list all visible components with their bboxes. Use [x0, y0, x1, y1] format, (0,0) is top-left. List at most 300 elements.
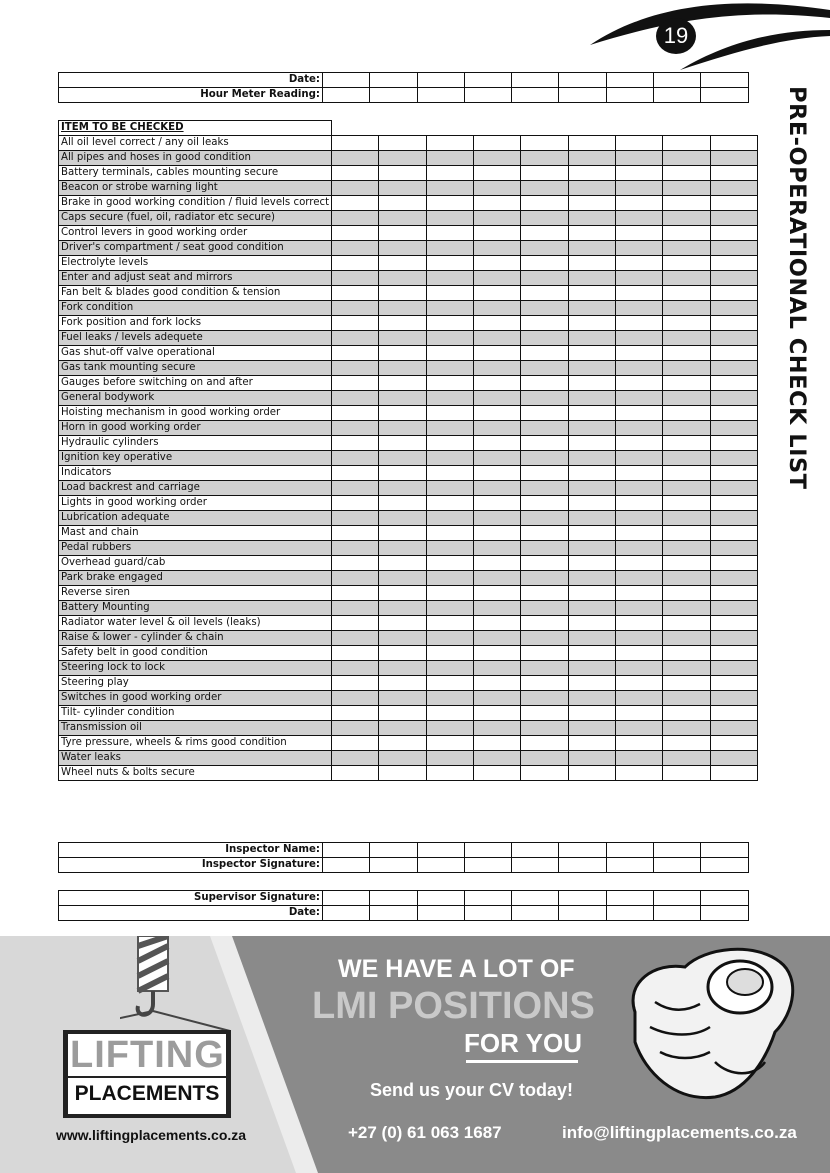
check-cell[interactable]: [332, 541, 379, 556]
check-cell[interactable]: [474, 586, 521, 601]
check-cell[interactable]: [663, 646, 710, 661]
check-cell[interactable]: [521, 451, 568, 466]
check-cell[interactable]: [323, 73, 370, 88]
check-cell[interactable]: [379, 736, 426, 751]
check-cell[interactable]: [710, 436, 757, 451]
check-cell[interactable]: [654, 73, 701, 88]
check-cell[interactable]: [568, 541, 615, 556]
check-cell[interactable]: [710, 466, 757, 481]
check-cell[interactable]: [474, 286, 521, 301]
check-cell[interactable]: [568, 736, 615, 751]
check-cell[interactable]: [615, 241, 662, 256]
check-cell[interactable]: [710, 601, 757, 616]
check-cell[interactable]: [379, 211, 426, 226]
check-cell[interactable]: [521, 181, 568, 196]
check-cell[interactable]: [663, 166, 710, 181]
check-cell[interactable]: [710, 661, 757, 676]
check-cell[interactable]: [568, 166, 615, 181]
check-cell[interactable]: [370, 88, 417, 103]
check-cell[interactable]: [474, 136, 521, 151]
check-cell[interactable]: [426, 541, 473, 556]
check-cell[interactable]: [426, 586, 473, 601]
check-cell[interactable]: [474, 766, 521, 781]
check-cell[interactable]: [701, 73, 748, 88]
check-cell[interactable]: [426, 136, 473, 151]
check-cell[interactable]: [615, 226, 662, 241]
check-cell[interactable]: [417, 88, 464, 103]
check-cell[interactable]: [332, 496, 379, 511]
check-cell[interactable]: [474, 691, 521, 706]
check-cell[interactable]: [474, 271, 521, 286]
check-cell[interactable]: [332, 736, 379, 751]
check-cell[interactable]: [474, 346, 521, 361]
check-cell[interactable]: [568, 706, 615, 721]
check-cell[interactable]: [710, 316, 757, 331]
check-cell[interactable]: [615, 271, 662, 286]
check-cell[interactable]: [332, 391, 379, 406]
check-cell[interactable]: [379, 586, 426, 601]
check-cell[interactable]: [474, 436, 521, 451]
check-cell[interactable]: [559, 88, 606, 103]
check-cell[interactable]: [710, 211, 757, 226]
check-cell[interactable]: [663, 421, 710, 436]
check-cell[interactable]: [568, 436, 615, 451]
check-cell[interactable]: [426, 736, 473, 751]
check-cell[interactable]: [663, 751, 710, 766]
check-cell[interactable]: [710, 721, 757, 736]
check-cell[interactable]: [663, 721, 710, 736]
check-cell[interactable]: [426, 436, 473, 451]
check-cell[interactable]: [615, 706, 662, 721]
check-cell[interactable]: [474, 616, 521, 631]
check-cell[interactable]: [512, 858, 559, 873]
check-cell[interactable]: [512, 843, 559, 858]
check-cell[interactable]: [615, 331, 662, 346]
check-cell[interactable]: [615, 466, 662, 481]
check-cell[interactable]: [370, 858, 417, 873]
check-cell[interactable]: [426, 211, 473, 226]
check-cell[interactable]: [370, 891, 417, 906]
check-cell[interactable]: [615, 406, 662, 421]
check-cell[interactable]: [379, 466, 426, 481]
check-cell[interactable]: [521, 301, 568, 316]
check-cell[interactable]: [379, 676, 426, 691]
check-cell[interactable]: [474, 226, 521, 241]
check-cell[interactable]: [426, 751, 473, 766]
check-cell[interactable]: [379, 766, 426, 781]
check-cell[interactable]: [710, 151, 757, 166]
check-cell[interactable]: [568, 526, 615, 541]
check-cell[interactable]: [615, 301, 662, 316]
check-cell[interactable]: [379, 151, 426, 166]
check-cell[interactable]: [615, 586, 662, 601]
check-cell[interactable]: [323, 88, 370, 103]
check-cell[interactable]: [615, 511, 662, 526]
check-cell[interactable]: [521, 136, 568, 151]
check-cell[interactable]: [426, 391, 473, 406]
check-cell[interactable]: [332, 256, 379, 271]
check-cell[interactable]: [332, 556, 379, 571]
check-cell[interactable]: [568, 676, 615, 691]
check-cell[interactable]: [663, 361, 710, 376]
check-cell[interactable]: [568, 256, 615, 271]
check-cell[interactable]: [474, 736, 521, 751]
check-cell[interactable]: [332, 526, 379, 541]
check-cell[interactable]: [701, 88, 748, 103]
check-cell[interactable]: [654, 843, 701, 858]
check-cell[interactable]: [710, 256, 757, 271]
check-cell[interactable]: [663, 331, 710, 346]
check-cell[interactable]: [615, 631, 662, 646]
check-cell[interactable]: [332, 706, 379, 721]
check-cell[interactable]: [474, 391, 521, 406]
check-cell[interactable]: [521, 751, 568, 766]
check-cell[interactable]: [426, 691, 473, 706]
check-cell[interactable]: [568, 376, 615, 391]
check-cell[interactable]: [332, 646, 379, 661]
check-cell[interactable]: [521, 556, 568, 571]
check-cell[interactable]: [710, 571, 757, 586]
check-cell[interactable]: [379, 241, 426, 256]
check-cell[interactable]: [332, 241, 379, 256]
check-cell[interactable]: [606, 843, 653, 858]
check-cell[interactable]: [474, 181, 521, 196]
check-cell[interactable]: [521, 196, 568, 211]
check-cell[interactable]: [568, 511, 615, 526]
check-cell[interactable]: [568, 691, 615, 706]
check-cell[interactable]: [379, 451, 426, 466]
check-cell[interactable]: [379, 751, 426, 766]
check-cell[interactable]: [370, 906, 417, 921]
check-cell[interactable]: [332, 571, 379, 586]
check-cell[interactable]: [663, 511, 710, 526]
check-cell[interactable]: [521, 391, 568, 406]
check-cell[interactable]: [521, 691, 568, 706]
check-cell[interactable]: [464, 906, 511, 921]
check-cell[interactable]: [710, 421, 757, 436]
check-cell[interactable]: [710, 391, 757, 406]
check-cell[interactable]: [710, 181, 757, 196]
check-cell[interactable]: [474, 526, 521, 541]
check-cell[interactable]: [512, 891, 559, 906]
check-cell[interactable]: [710, 166, 757, 181]
check-cell[interactable]: [332, 331, 379, 346]
check-cell[interactable]: [615, 721, 662, 736]
check-cell[interactable]: [323, 891, 370, 906]
check-cell[interactable]: [615, 136, 662, 151]
check-cell[interactable]: [615, 676, 662, 691]
check-cell[interactable]: [521, 676, 568, 691]
check-cell[interactable]: [568, 631, 615, 646]
check-cell[interactable]: [370, 73, 417, 88]
check-cell[interactable]: [323, 858, 370, 873]
check-cell[interactable]: [710, 136, 757, 151]
check-cell[interactable]: [521, 631, 568, 646]
check-cell[interactable]: [710, 616, 757, 631]
check-cell[interactable]: [710, 451, 757, 466]
check-cell[interactable]: [379, 166, 426, 181]
check-cell[interactable]: [615, 526, 662, 541]
check-cell[interactable]: [606, 88, 653, 103]
check-cell[interactable]: [426, 346, 473, 361]
check-cell[interactable]: [474, 166, 521, 181]
check-cell[interactable]: [379, 541, 426, 556]
check-cell[interactable]: [521, 211, 568, 226]
check-cell[interactable]: [426, 556, 473, 571]
check-cell[interactable]: [426, 721, 473, 736]
check-cell[interactable]: [568, 406, 615, 421]
check-cell[interactable]: [521, 226, 568, 241]
check-cell[interactable]: [521, 646, 568, 661]
check-cell[interactable]: [615, 616, 662, 631]
check-cell[interactable]: [568, 346, 615, 361]
check-cell[interactable]: [663, 691, 710, 706]
check-cell[interactable]: [615, 766, 662, 781]
check-cell[interactable]: [710, 526, 757, 541]
check-cell[interactable]: [663, 481, 710, 496]
check-cell[interactable]: [568, 766, 615, 781]
check-cell[interactable]: [474, 301, 521, 316]
check-cell[interactable]: [379, 706, 426, 721]
check-cell[interactable]: [654, 88, 701, 103]
check-cell[interactable]: [568, 301, 615, 316]
check-cell[interactable]: [615, 391, 662, 406]
check-cell[interactable]: [426, 151, 473, 166]
check-cell[interactable]: [568, 646, 615, 661]
check-cell[interactable]: [426, 376, 473, 391]
check-cell[interactable]: [568, 151, 615, 166]
check-cell[interactable]: [332, 691, 379, 706]
check-cell[interactable]: [332, 451, 379, 466]
check-cell[interactable]: [332, 166, 379, 181]
check-cell[interactable]: [379, 436, 426, 451]
check-cell[interactable]: [379, 226, 426, 241]
check-cell[interactable]: [568, 211, 615, 226]
check-cell[interactable]: [521, 256, 568, 271]
check-cell[interactable]: [426, 421, 473, 436]
check-cell[interactable]: [663, 436, 710, 451]
check-cell[interactable]: [426, 481, 473, 496]
check-cell[interactable]: [332, 196, 379, 211]
check-cell[interactable]: [379, 346, 426, 361]
check-cell[interactable]: [615, 181, 662, 196]
check-cell[interactable]: [474, 631, 521, 646]
check-cell[interactable]: [710, 511, 757, 526]
check-cell[interactable]: [464, 858, 511, 873]
email-link[interactable]: info@liftingplacements.co.za: [562, 1123, 797, 1142]
check-cell[interactable]: [426, 181, 473, 196]
check-cell[interactable]: [710, 481, 757, 496]
check-cell[interactable]: [663, 586, 710, 601]
check-cell[interactable]: [606, 858, 653, 873]
check-cell[interactable]: [332, 316, 379, 331]
check-cell[interactable]: [474, 361, 521, 376]
check-cell[interactable]: [568, 421, 615, 436]
check-cell[interactable]: [379, 361, 426, 376]
check-cell[interactable]: [615, 346, 662, 361]
check-cell[interactable]: [568, 721, 615, 736]
check-cell[interactable]: [663, 556, 710, 571]
check-cell[interactable]: [521, 541, 568, 556]
check-cell[interactable]: [332, 421, 379, 436]
check-cell[interactable]: [710, 646, 757, 661]
check-cell[interactable]: [615, 211, 662, 226]
check-cell[interactable]: [568, 451, 615, 466]
check-cell[interactable]: [615, 451, 662, 466]
check-cell[interactable]: [663, 676, 710, 691]
check-cell[interactable]: [521, 376, 568, 391]
check-cell[interactable]: [426, 256, 473, 271]
check-cell[interactable]: [323, 906, 370, 921]
check-cell[interactable]: [615, 691, 662, 706]
check-cell[interactable]: [710, 376, 757, 391]
check-cell[interactable]: [426, 676, 473, 691]
check-cell[interactable]: [474, 451, 521, 466]
check-cell[interactable]: [654, 858, 701, 873]
check-cell[interactable]: [663, 736, 710, 751]
check-cell[interactable]: [568, 286, 615, 301]
check-cell[interactable]: [710, 706, 757, 721]
check-cell[interactable]: [332, 631, 379, 646]
check-cell[interactable]: [701, 906, 748, 921]
check-cell[interactable]: [521, 286, 568, 301]
check-cell[interactable]: [332, 481, 379, 496]
check-cell[interactable]: [379, 406, 426, 421]
check-cell[interactable]: [464, 73, 511, 88]
check-cell[interactable]: [417, 73, 464, 88]
check-cell[interactable]: [474, 151, 521, 166]
check-cell[interactable]: [474, 601, 521, 616]
check-cell[interactable]: [417, 906, 464, 921]
check-cell[interactable]: [379, 376, 426, 391]
check-cell[interactable]: [323, 843, 370, 858]
check-cell[interactable]: [663, 226, 710, 241]
check-cell[interactable]: [568, 136, 615, 151]
check-cell[interactable]: [332, 766, 379, 781]
check-cell[interactable]: [521, 316, 568, 331]
check-cell[interactable]: [474, 211, 521, 226]
check-cell[interactable]: [512, 73, 559, 88]
check-cell[interactable]: [474, 511, 521, 526]
check-cell[interactable]: [710, 271, 757, 286]
check-cell[interactable]: [521, 481, 568, 496]
check-cell[interactable]: [379, 316, 426, 331]
check-cell[interactable]: [568, 481, 615, 496]
check-cell[interactable]: [332, 586, 379, 601]
check-cell[interactable]: [332, 181, 379, 196]
check-cell[interactable]: [379, 331, 426, 346]
check-cell[interactable]: [379, 196, 426, 211]
check-cell[interactable]: [710, 751, 757, 766]
check-cell[interactable]: [474, 676, 521, 691]
check-cell[interactable]: [663, 196, 710, 211]
check-cell[interactable]: [332, 211, 379, 226]
check-cell[interactable]: [379, 526, 426, 541]
check-cell[interactable]: [710, 286, 757, 301]
check-cell[interactable]: [663, 271, 710, 286]
check-cell[interactable]: [615, 196, 662, 211]
check-cell[interactable]: [663, 706, 710, 721]
check-cell[interactable]: [663, 526, 710, 541]
check-cell[interactable]: [521, 586, 568, 601]
check-cell[interactable]: [464, 843, 511, 858]
check-cell[interactable]: [464, 891, 511, 906]
check-cell[interactable]: [568, 241, 615, 256]
phone-number[interactable]: +27 (0) 61 063 1687: [348, 1123, 502, 1142]
check-cell[interactable]: [568, 466, 615, 481]
check-cell[interactable]: [521, 601, 568, 616]
check-cell[interactable]: [521, 466, 568, 481]
check-cell[interactable]: [521, 166, 568, 181]
check-cell[interactable]: [379, 631, 426, 646]
check-cell[interactable]: [464, 88, 511, 103]
check-cell[interactable]: [426, 526, 473, 541]
check-cell[interactable]: [379, 646, 426, 661]
check-cell[interactable]: [426, 196, 473, 211]
check-cell[interactable]: [379, 691, 426, 706]
check-cell[interactable]: [710, 586, 757, 601]
check-cell[interactable]: [426, 631, 473, 646]
check-cell[interactable]: [615, 481, 662, 496]
check-cell[interactable]: [663, 541, 710, 556]
check-cell[interactable]: [615, 751, 662, 766]
check-cell[interactable]: [521, 271, 568, 286]
check-cell[interactable]: [615, 151, 662, 166]
check-cell[interactable]: [710, 196, 757, 211]
check-cell[interactable]: [663, 631, 710, 646]
check-cell[interactable]: [710, 631, 757, 646]
check-cell[interactable]: [663, 316, 710, 331]
check-cell[interactable]: [568, 556, 615, 571]
check-cell[interactable]: [521, 151, 568, 166]
check-cell[interactable]: [379, 181, 426, 196]
check-cell[interactable]: [332, 406, 379, 421]
check-cell[interactable]: [332, 466, 379, 481]
check-cell[interactable]: [332, 301, 379, 316]
check-cell[interactable]: [521, 721, 568, 736]
check-cell[interactable]: [521, 241, 568, 256]
check-cell[interactable]: [426, 706, 473, 721]
check-cell[interactable]: [332, 361, 379, 376]
check-cell[interactable]: [615, 496, 662, 511]
check-cell[interactable]: [710, 556, 757, 571]
check-cell[interactable]: [332, 151, 379, 166]
check-cell[interactable]: [663, 466, 710, 481]
check-cell[interactable]: [568, 271, 615, 286]
check-cell[interactable]: [379, 391, 426, 406]
check-cell[interactable]: [474, 661, 521, 676]
check-cell[interactable]: [710, 361, 757, 376]
check-cell[interactable]: [426, 466, 473, 481]
check-cell[interactable]: [474, 541, 521, 556]
check-cell[interactable]: [332, 226, 379, 241]
check-cell[interactable]: [426, 616, 473, 631]
check-cell[interactable]: [568, 661, 615, 676]
check-cell[interactable]: [521, 421, 568, 436]
check-cell[interactable]: [332, 676, 379, 691]
check-cell[interactable]: [521, 496, 568, 511]
check-cell[interactable]: [568, 316, 615, 331]
check-cell[interactable]: [379, 571, 426, 586]
check-cell[interactable]: [615, 646, 662, 661]
check-cell[interactable]: [568, 496, 615, 511]
check-cell[interactable]: [663, 256, 710, 271]
check-cell[interactable]: [710, 346, 757, 361]
check-cell[interactable]: [568, 391, 615, 406]
check-cell[interactable]: [379, 721, 426, 736]
check-cell[interactable]: [426, 571, 473, 586]
check-cell[interactable]: [426, 601, 473, 616]
